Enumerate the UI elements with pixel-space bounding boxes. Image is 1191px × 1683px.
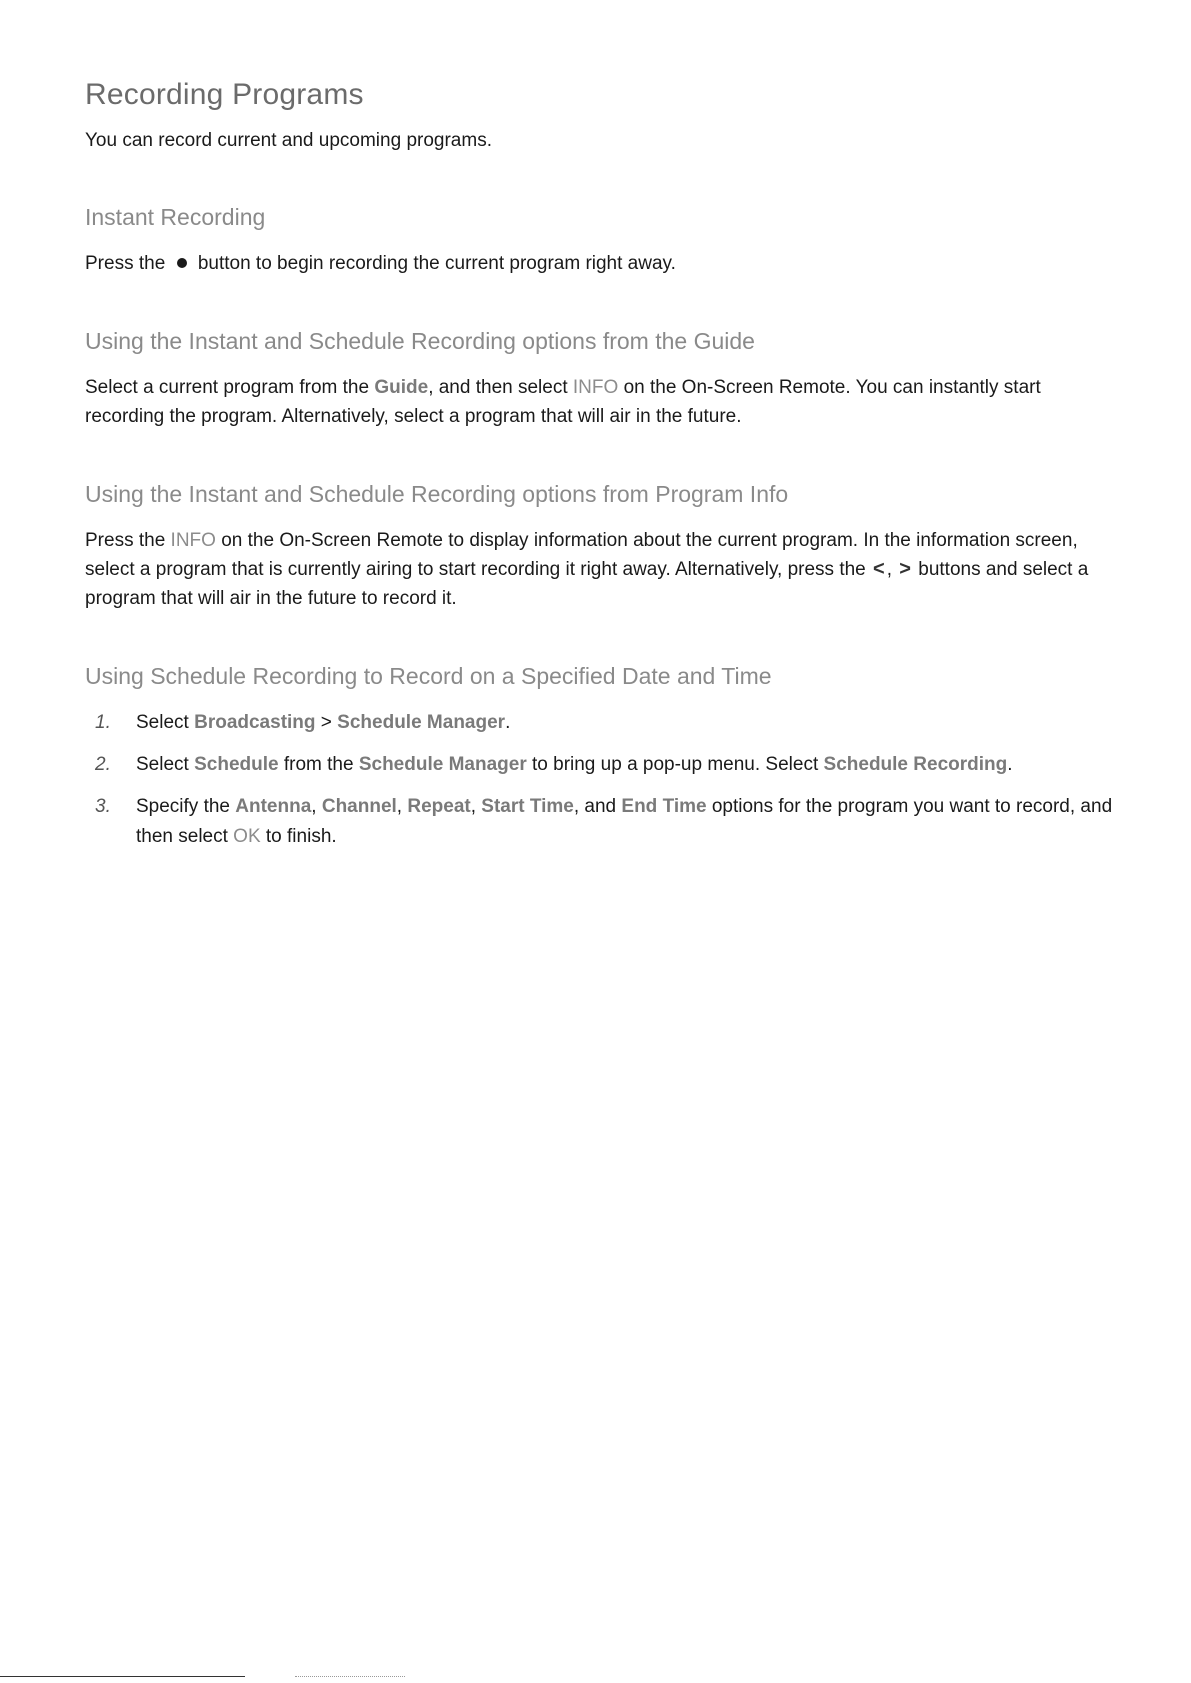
instant-recording-text: Press the button to begin recording the current program right away. [85,253,676,274]
info-keyword: INFO [170,530,216,551]
list-item: 1. Select Broadcasting > Schedule Manager. [85,708,1115,738]
chevron-left-icon: < [873,558,885,580]
instant-recording-heading: Instant Recording [85,204,266,230]
guide-keyword: Guide [374,377,429,398]
info-keyword: INFO [572,377,619,398]
page-title: Recording Programs [85,78,364,111]
step-number: 1. [95,712,111,733]
footer-divider [0,1676,245,1677]
guide-recording-text: Select a current program from the Guide, and then select INFO on the On-Screen Remote. You can instantly start recording the program. Alternatively, select a program that will air in the future. [85,377,1041,427]
document-page [85,78,1115,864]
steps-list [85,708,1115,852]
program-info-heading: Using the Instant and Schedule Recording options from Program Info [85,481,789,507]
list-item: 2. Select Schedule from the Schedule Manager to bring up a pop-up menu. Select Schedule Recording. [85,750,1115,780]
chevron-right-icon: > [899,558,911,580]
list-item: 3. Specify the Antenna, Channel, Repeat, Start Time, and End Time options for the program you want to record, and then select OK to finish. [85,792,1115,852]
record-dot-icon [177,258,187,268]
intro-text: You can record current and upcoming programs. [85,130,492,151]
schedule-recording-heading: Using Schedule Recording to Record on a Specified Date and Time [85,663,772,689]
guide-recording-heading: Using the Instant and Schedule Recording options from the Guide [85,328,755,354]
program-info-text: Press the INFO on the On-Screen Remote to display information about the current program. In the information screen, select a program that is currently airing to start recording it right away. Alternatively, press the < , > buttons and select a program that will air in the future to record it. [85,530,1089,609]
footer-dotted-line [295,1676,405,1678]
step-number: 3. [95,796,111,817]
step-number: 2. [95,754,111,775]
